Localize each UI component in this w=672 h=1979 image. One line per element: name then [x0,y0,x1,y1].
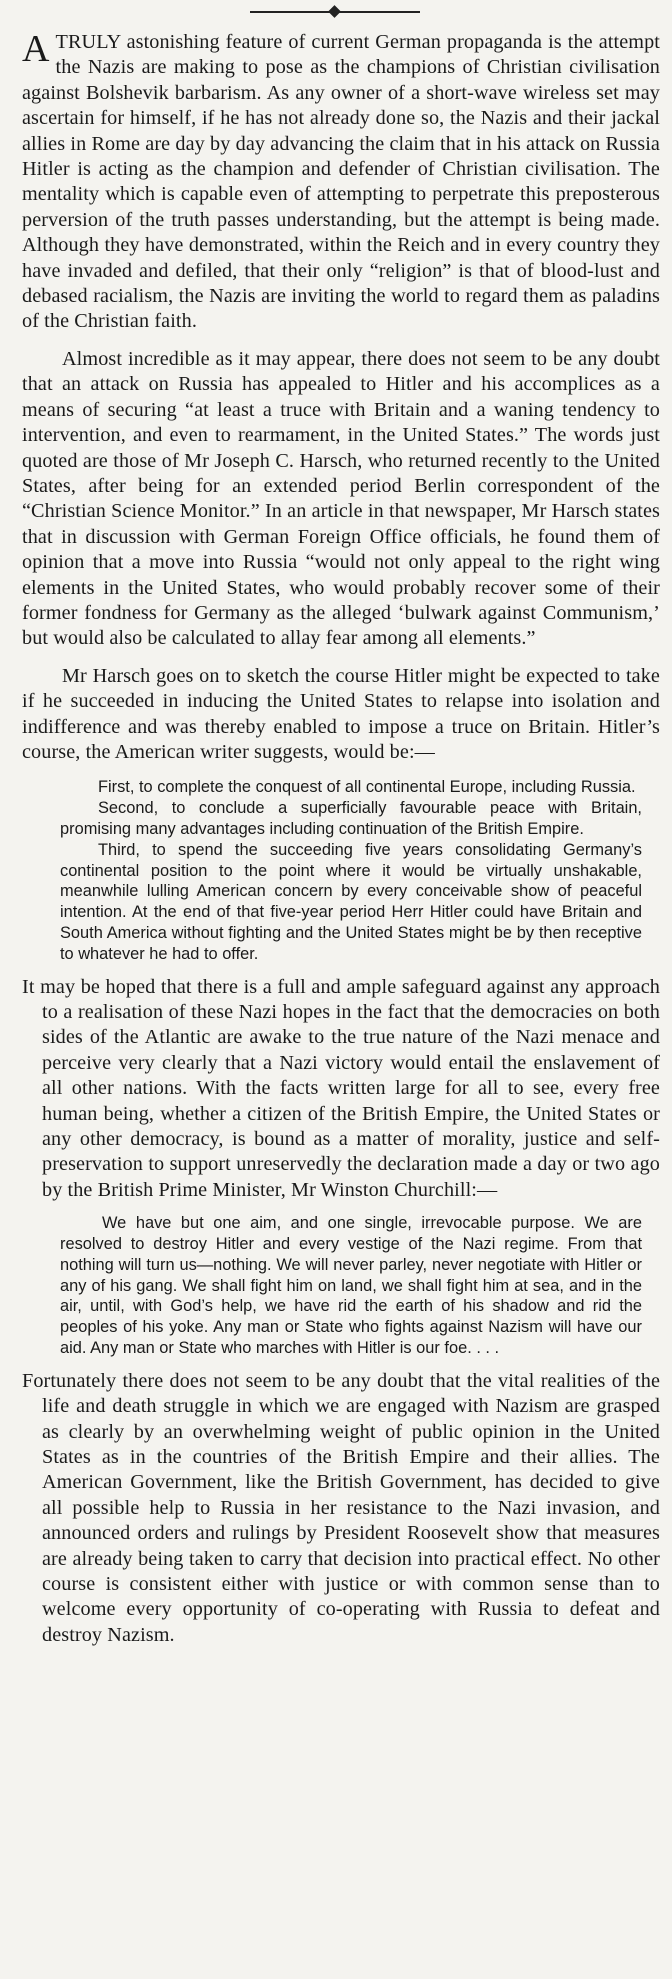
quote-item-first: First, to complete the conquest of all continental Europe, including Russia. [98,778,636,797]
paragraph-1-text: TRULY astonishing feature of current German propaganda is the attempt the Nazis are making to pose as the champions of Christian civilisation against Bolshevik barbarism. As any owner of a short-wave wireless set may ascertain for himself, if he has not already done so, the Nazis and their jackal allies in Rome are day by day advancing the claim that in his attack on Russia Hitler is acting as the champion and defender of Christian civilisation. The mentality which is capable even of attempting to perpetrate this preposterous perversion of the truth passes understanding, but the attempt is being made. Although they have demonstrated, within the Reich and in every country they have invaded and defiled, that their only “religion” is that of blood-lust and debased racialism, the Nazis are inviting the world to regard them as paladins of the Christian faith. [22,31,660,333]
churchill-quote [60,1213,642,1359]
quote-item-third: Third, to spend the succeeding five years consolidating Germany’s continental position to the point where it would be virtually unshakable, meanwhile lulling American concern by every conceivable show of peaceful intention. At the end of that five-year period Herr Hitler could have Britain and South America without fighting and the United States might be by then receptive to whatever he had to offer. [60,840,642,963]
article-body [22,30,660,1658]
paragraph-3: Mr Harsch goes on to sketch the course Hitler might be expected to take if he succeeded in inducing the United States to relapse into isolation and indifference and was thereby enabled to impose a truce on Britain. Hitler’s course, the American writer suggests, would be:— [22,664,660,763]
harsch-quote [60,777,642,964]
diamond-ornament-icon [328,5,341,18]
paragraph-2: Almost incredible as it may appear, there does not seem to be any doubt that an attack on Russia has appealed to Hitler and his accomplices as a means of securing “at least a truce with Britain and a waning tendency to intervention, and even to rearmament, in the United States.” The words just quoted are those of Mr Joseph C. Harsch, who returned recently to the United States, after being for an extended period Berlin correspondent of the “Christian Science Monitor.” In an article in that newspaper, Mr Harsch states that in discussion with German Foreign Office officials, he found them of opinion that a move into Russia “would not only appeal to the right wing elements in the United States, who would probably recover some of their former fondness for Germany as the alleged ‘bulwark against Communism,’ but would also be calculated to allay fear among all elements.” [22,347,660,650]
paragraph-4: It may be hoped that there is a full and ample safeguard against any approach to a realisation of these Nazi hopes in the fact that the democracies on both sides of the Atlantic are awake to the true nature of the Nazi menace and perceive very clearly that a Nazi victory would entail the enslavement of all other nations. With the facts written large for all to see, every free human being, whether a citizen of the British Empire, the United States or any other democracy, is bound as a matter of morality, justice and self-preservation to support unreservedly the declaration made a day or two ago by the British Prime Minister, Mr Winston Churchill:— [22,975,660,1201]
quote-item-second: Second, to conclude a superficially favourable peace with Britain, promising many advantages including continuation of the British Empire. [60,799,642,838]
drop-cap: A [22,28,50,70]
ornamental-rule [250,6,420,18]
churchill-quote-text: We have but one aim, and one single, irrevocable purpose. We are resolved to destroy Hitler and every vestige of the Nazi regime. From that nothing will turn us—nothing. We will never parley, never negotiate with Hitler or any of his gang. We shall fight him on land, we shall fight him at sea, and in the air, until, with God’s help, we have rid the earth of his shadow and rid the peoples of his yoke. Any man or State who fights against Nazism will have our aid. Any man or State who marches with Hitler is our foe. . . . [60,1214,642,1357]
paragraph-5: Fortunately there does not seem to be any doubt that the vital realities of the life and death struggle in which we are engaged with Nazism are grasped as clearly by an overwhelming weight of public opinion in the United States as in the countries of the British Empire and their allies. The American Government, like the British Government, has decided to give all possible help to Russia in her resistance to the Nazi invasion, and announced orders and rulings by President Roosevelt show that measures are already being taken to carry that decision into practical effect. No other course is consistent either with justice or with common sense than to welcome every opportunity of co-operating with Russia to defeat and destroy Nazism. [22,1369,660,1646]
paragraph-1 [22,30,660,335]
